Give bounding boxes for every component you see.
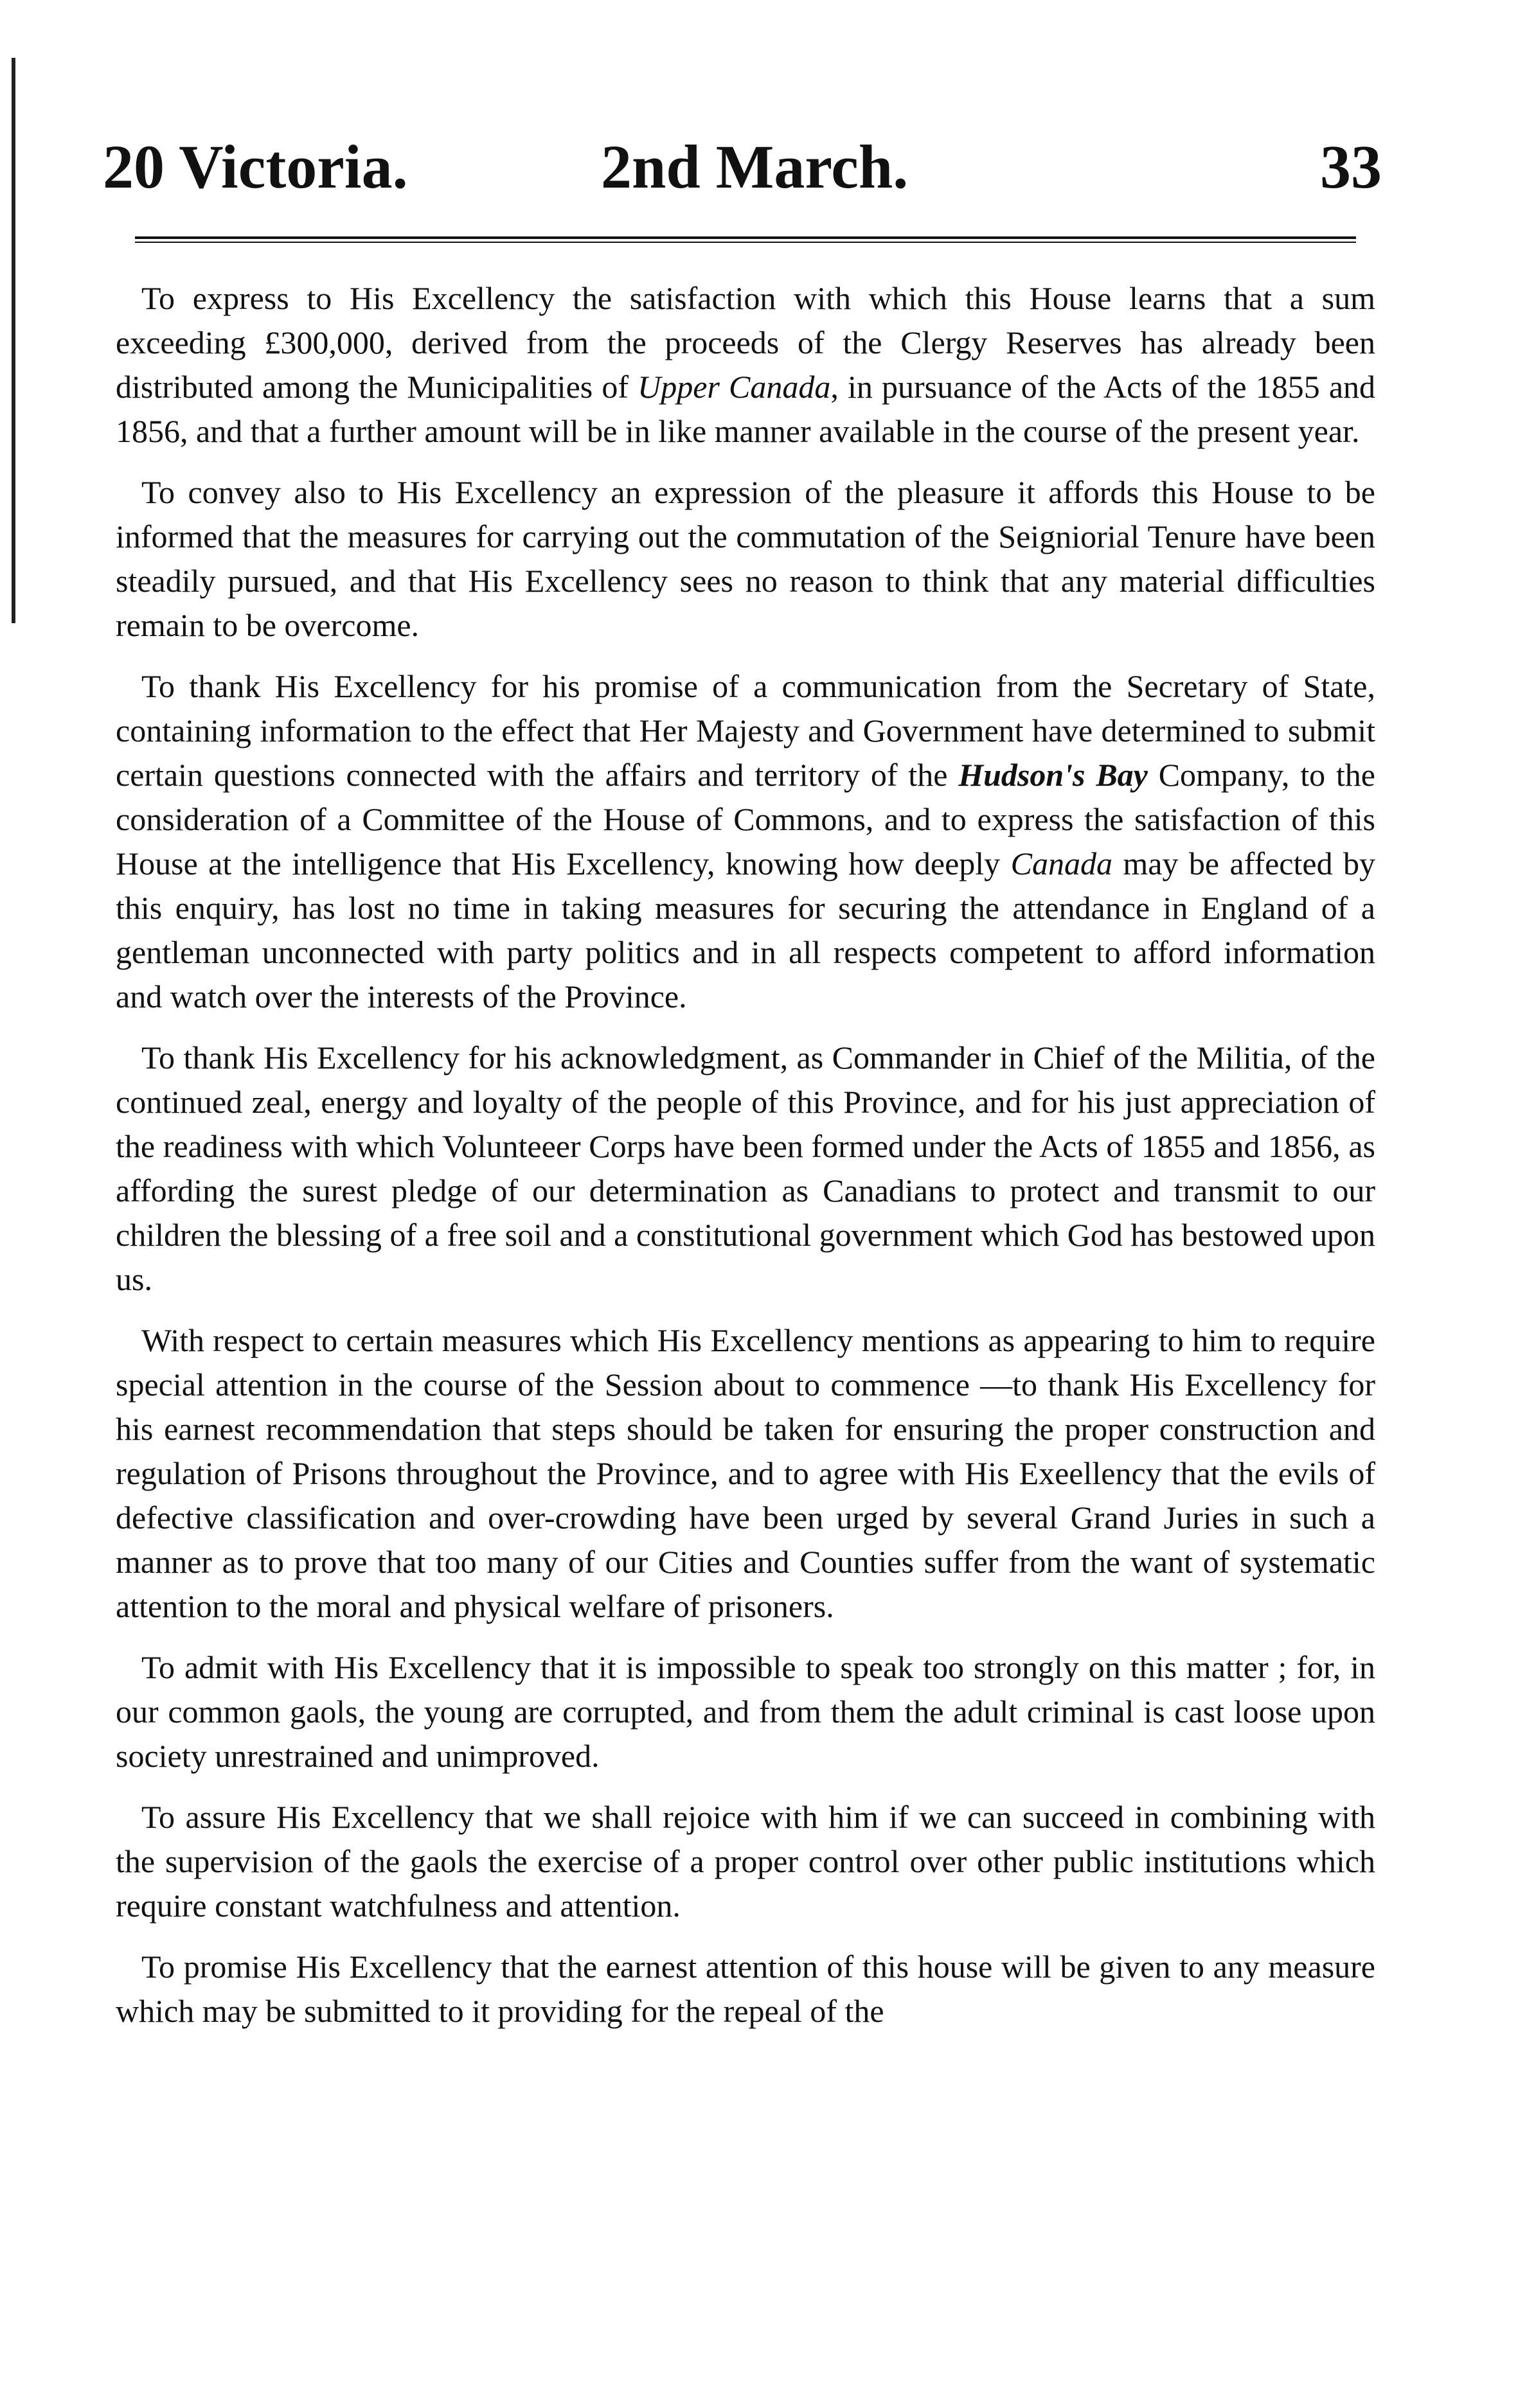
paragraph-text: To promise His Excellency that the earnest attention of this house will be given to any measure which may be submitted to it providing for the repeal of the [116, 1949, 1375, 2029]
paragraph-text: may be affected by this enquiry, has lost no time in taking measures for securing the attendance in England of a gentleman unconnected with party politics and in all respects competent to afford information and watch over the interests of the Province. [116, 845, 1375, 1014]
emphasized-text: Upper Canada [638, 369, 831, 405]
paragraph [116, 1945, 1375, 2033]
paragraph [116, 470, 1375, 648]
paragraph [116, 276, 1375, 454]
paragraph-text: To convey also to His Excellency an expression of the pleasure it affords this House to be informed that the measures for carrying out the commutation of the Seigniorial Tenure have been steadily pursued, and that His Excellency sees no reason to think that any material difficulties remain to be overcome. [116, 474, 1375, 643]
paragraph [116, 1645, 1375, 1778]
document-body [116, 276, 1375, 2033]
paragraph-text: To admit with His Excellency that it is impossible to speak too strongly on this matter ; for, in our common gaols, the young are corrupted, and from them the adult criminal is cast loose upon society unrestrained and unimproved. [116, 1649, 1375, 1774]
paragraph-text: To thank His Excellency for his promise of a communication from the Secretary of State, containing information to the effect that Her Majesty and Government have determined to submit certain questions connected with the affairs and territory of the [116, 668, 1375, 793]
paragraph [116, 1795, 1375, 1928]
page-header [103, 128, 1382, 218]
paragraph-text: To thank His Excellency for his acknowledgment, as Commander in Chief of the Militia, of the continued zeal, energy and loyalty of the people of this Province, and for his just appreciation of the readiness with which Volunteeer Corps have been formed under the Acts of 1855 and 1856, as affording the surest pledge of our determination as Canadians to protect and transmit to our children the blessing of a free soil and a constitutional government which God has bestowed upon us. [116, 1040, 1375, 1297]
paragraph-text: Company, to the consideration of a Committee of the House of Commons, and to express the satisfaction of this House at the intelligence that His Excellency, knowing how deeply [116, 757, 1375, 881]
paragraph-text: To express to His Excellency the satisfaction with which this House learns that a sum exceeding £300,000, derived from the proceeds of the Clergy Reserves has already been distributed among the Municipalities of [116, 280, 1375, 405]
paragraph [116, 1318, 1375, 1629]
paragraph-text: With respect to certain measures which His Excellency mentions as appearing to him to require special attention in the course of the Session about to commence —to thank His Excellency for his earnest recommendation that steps should be taken for ensuring the proper construction and regulation of Prisons throughout the Province, and to agree with His Exeellency that the evils of defective classification and over-crowding have been urged by several Grand Juries in such a manner as to prove that too many of our Cities and Counties suffer from the want of systematic attention to the moral and physical welfare of prisoners. [116, 1322, 1375, 1624]
paragraph-text: To assure His Excellency that we shall rejoice with him if we can succeed in combining with the supervision of the gaols the exercise of a proper control over other public institutions which require constant watchfulness and attention. [116, 1799, 1375, 1924]
emphasized-text: Canada [1010, 845, 1112, 881]
header-rule [135, 236, 1356, 243]
emphasized-text: Hudson's Bay [958, 757, 1148, 793]
page-number: 33 [1320, 132, 1382, 201]
header-date: 2nd March. [601, 132, 909, 201]
paragraph-text: , in pursuance of the Acts of the 1855 and 1856, and that a further amount will be in like manner available in the course of the present year. [116, 369, 1376, 449]
header-regnal-year: 20 Victoria. [103, 132, 408, 201]
paragraph [116, 664, 1375, 1019]
paragraph [116, 1036, 1375, 1302]
page-edge-rule [12, 58, 15, 623]
